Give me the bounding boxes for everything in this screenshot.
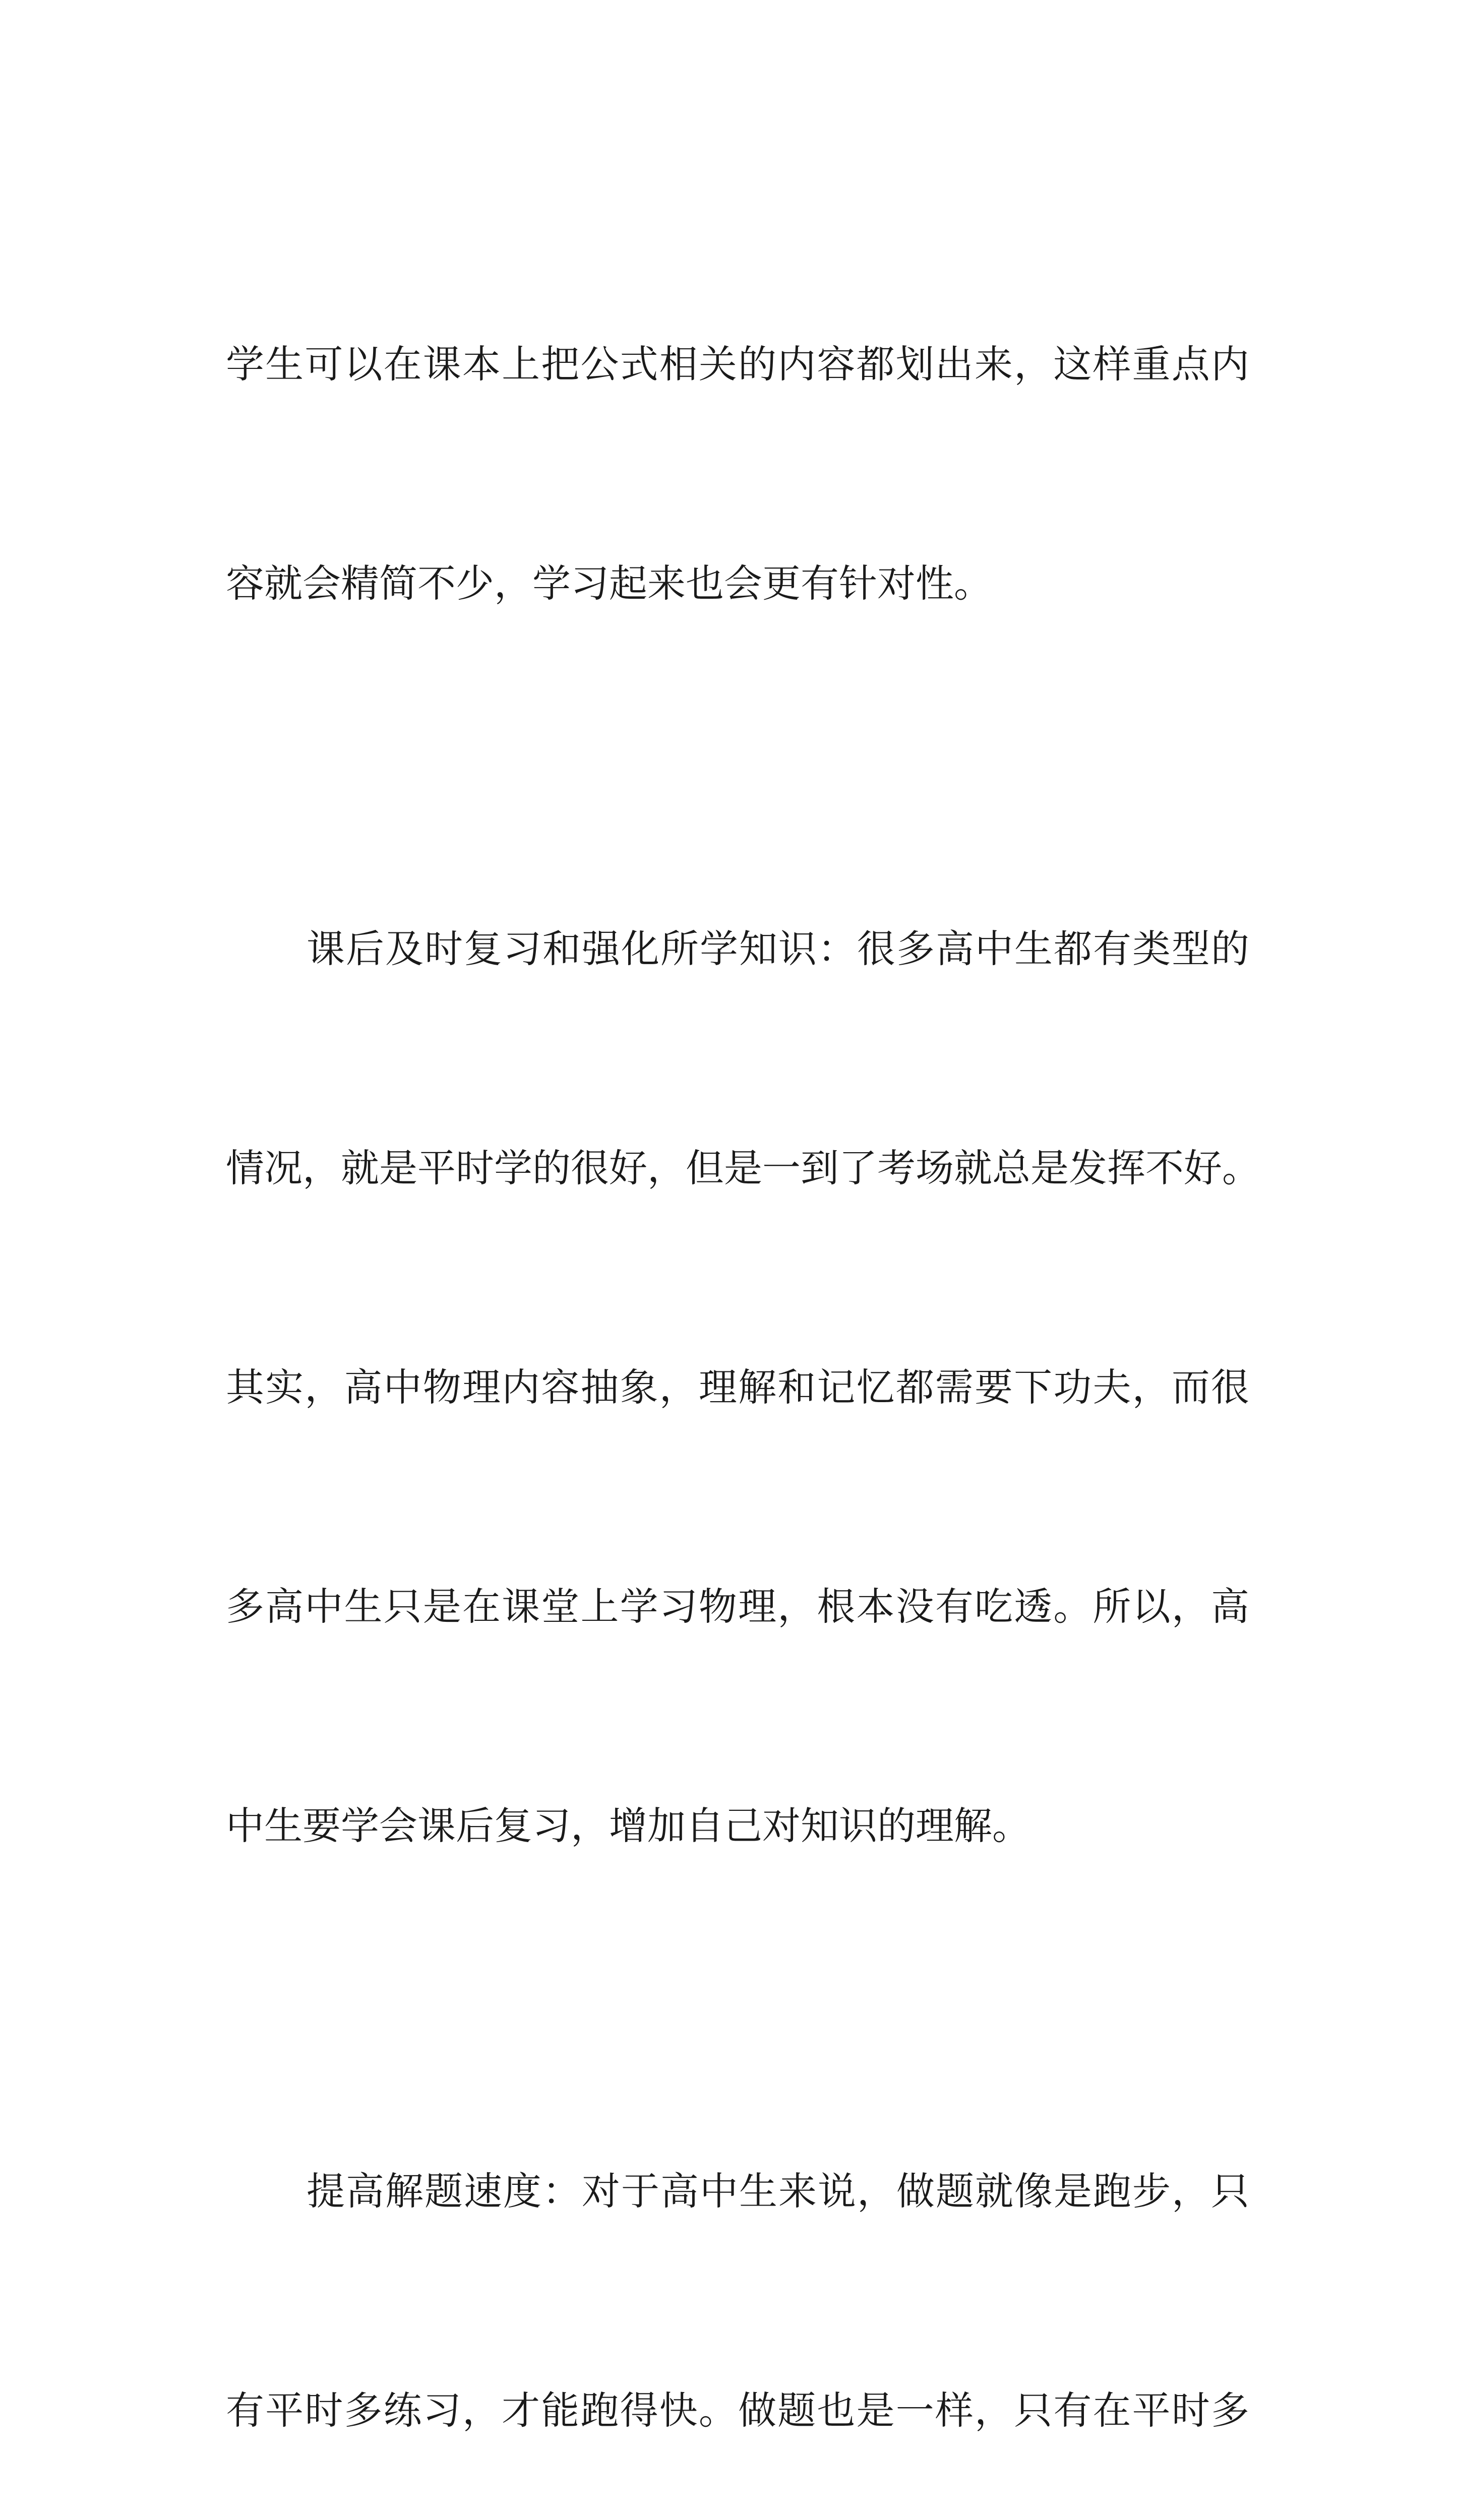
document-body [226, 181, 1260, 2520]
text-line: 学生可以在课本上把公式相关的内容都划出来，这样重点内 [226, 342, 1249, 387]
paragraph-solving-speed [226, 2008, 1249, 2520]
text-line: 中生要学会课后复习，增加自己对知识的理解。 [226, 1803, 1030, 1848]
text-line: 容就会精简不少，学习起来也会更有针对性。 [226, 561, 992, 606]
text-line: 提高解题速度：对于高中生来说，做题就像是跑步，只 [307, 2169, 1249, 2214]
text-line: 课后及时复习和强化所学知识：很多高中生都有类型的 [307, 926, 1249, 971]
paragraph-formula-marking [226, 181, 1249, 766]
paragraph-review-after-class [226, 766, 1260, 2008]
text-line: 情况，就是平时学的很好，但是一到了考场就总是发挥不好。 [226, 1146, 1260, 1190]
text-line: 其实，高中物理内容抽象，理解和记忆都需要下功夫，而很 [226, 1365, 1249, 1410]
text-line: 多高中生只是在课堂上学习物理，根本没有吃透。所以，高 [226, 1584, 1249, 1629]
text-line: 有平时多练习，才能跑得快。做题也是一样，只有在平时多 [226, 2388, 1249, 2433]
